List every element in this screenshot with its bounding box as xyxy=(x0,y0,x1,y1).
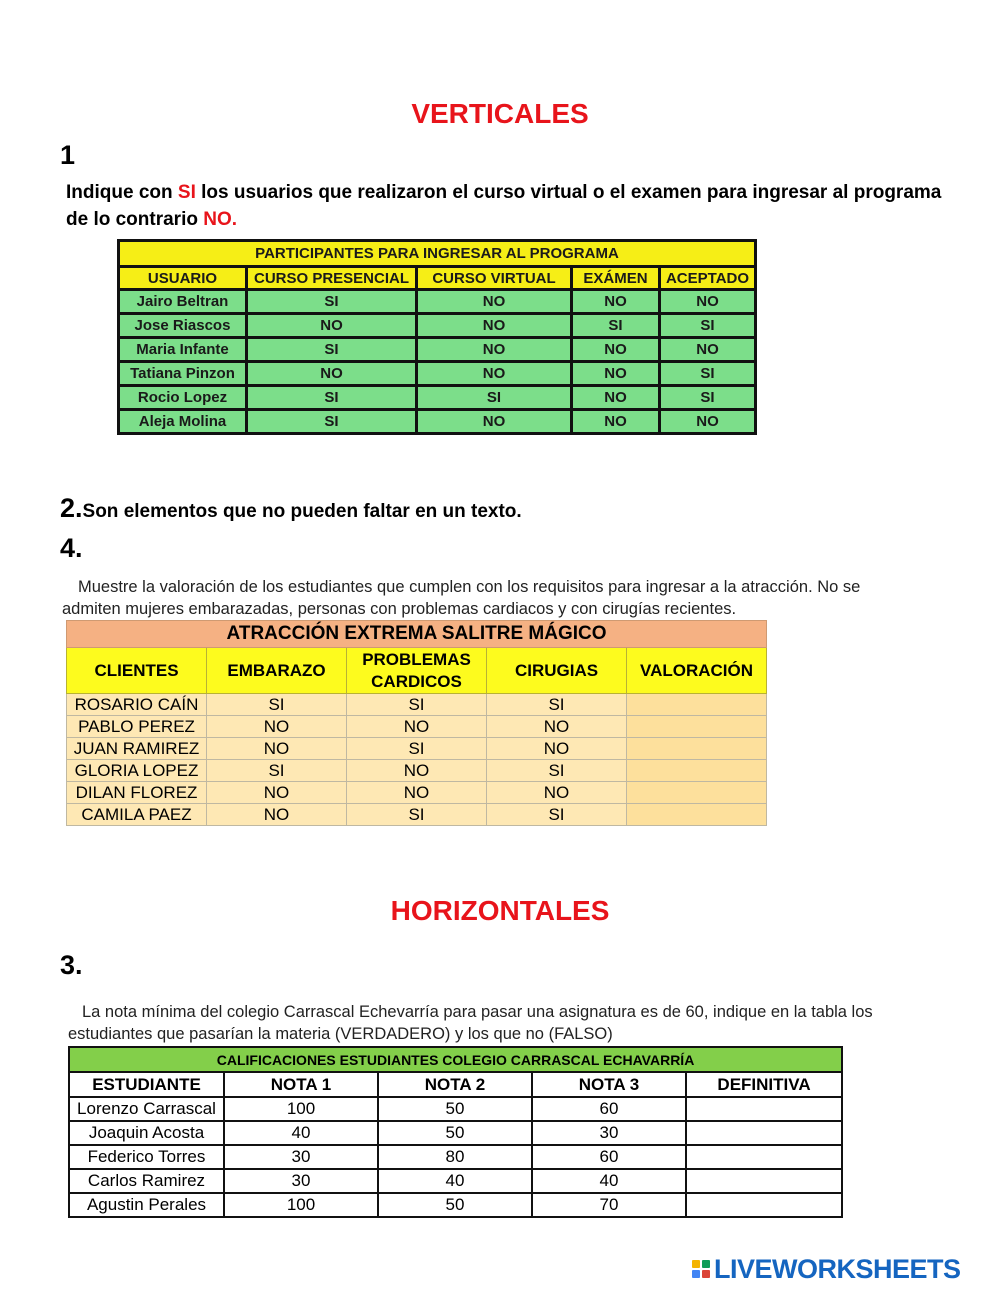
t1-answer-cell[interactable]: NO xyxy=(660,290,756,314)
logo-tile xyxy=(702,1260,710,1268)
t1-cell: SI xyxy=(417,386,572,410)
t2-cell: SI xyxy=(347,738,487,760)
t2-answer-cell[interactable] xyxy=(627,782,767,804)
t2-cell: NO xyxy=(487,716,627,738)
t2-header-cell: CIRUGIAS xyxy=(487,648,627,694)
t2-header-cell: CLIENTES xyxy=(67,648,207,694)
table-row xyxy=(67,782,767,804)
logo-tile xyxy=(692,1260,700,1268)
t1-cell: SI xyxy=(572,314,660,338)
t3-answer-cell[interactable] xyxy=(686,1145,842,1169)
t1-cell: Maria Infante xyxy=(119,338,247,362)
table-row xyxy=(119,410,756,434)
t2-cell: SI xyxy=(207,760,347,782)
t2-header-cell: EMBARAZO xyxy=(207,648,347,694)
t2-cell: SI xyxy=(487,804,627,826)
t1-cell: SI xyxy=(247,386,417,410)
t2-header-cell: VALORACIÓN xyxy=(627,648,767,694)
t3-cell: 50 xyxy=(378,1193,532,1217)
t2-cell: NO xyxy=(207,716,347,738)
t3-answer-cell[interactable] xyxy=(686,1097,842,1121)
q1-si-word: SI xyxy=(177,182,196,203)
t2-cell: PABLO PEREZ xyxy=(67,716,207,738)
t1-cell: NO xyxy=(572,362,660,386)
t1-header-cell: EXÁMEN xyxy=(572,267,660,290)
t3-cell: Lorenzo Carrascal xyxy=(69,1097,224,1121)
t2-cell: NO xyxy=(347,760,487,782)
t3-cell: 100 xyxy=(224,1193,378,1217)
t2-cell: NO xyxy=(207,738,347,760)
t3-cell: 80 xyxy=(378,1145,532,1169)
t1-cell: SI xyxy=(247,410,417,434)
t2-cell: SI xyxy=(487,760,627,782)
t2-cell: NO xyxy=(347,716,487,738)
grades-table xyxy=(68,1046,843,1218)
table-row xyxy=(119,362,756,386)
t3-cell: 70 xyxy=(532,1193,686,1217)
t2-cell: SI xyxy=(207,694,347,716)
t1-answer-cell[interactable]: SI xyxy=(660,386,756,410)
t2-cell: NO xyxy=(487,782,627,804)
t3-header-cell: DEFINITIVA xyxy=(686,1072,842,1097)
question-3-number: 3. xyxy=(60,950,83,980)
question-4-number: 4. xyxy=(60,533,83,563)
t1-cell: NO xyxy=(247,314,417,338)
t1-cell: NO xyxy=(572,338,660,362)
verticales-title: VERTICALES xyxy=(411,98,589,129)
t2-answer-cell[interactable] xyxy=(627,738,767,760)
t3-cell: 100 xyxy=(224,1097,378,1121)
table-row xyxy=(119,386,756,410)
question-3-text: La nota mínima del colegio Carrascal Echevarría para pasar una asignatura es de 60, indique en la tabla los estudiantes que pasarían la materia (VERDADERO) y los que no (FALSO) xyxy=(68,1003,873,1043)
t1-header-cell: USUARIO xyxy=(119,267,247,290)
logo-brand-text: LIVEWORKSHEETS xyxy=(714,1253,961,1284)
t2-cell: DILAN FLOREZ xyxy=(67,782,207,804)
question-2 xyxy=(60,493,522,525)
t2-cell: NO xyxy=(207,782,347,804)
t2-cell: NO xyxy=(487,738,627,760)
t3-cell: Carlos Ramirez xyxy=(69,1169,224,1193)
question-2-number: 2. xyxy=(60,493,83,523)
attraction-table xyxy=(66,620,767,826)
t2-cell: NO xyxy=(347,782,487,804)
table-row xyxy=(69,1145,842,1169)
t1-cell: NO xyxy=(247,362,417,386)
participants-table xyxy=(117,239,757,435)
t1-cell: NO xyxy=(572,290,660,314)
t2-cell: SI xyxy=(487,694,627,716)
liveworksheets-logo[interactable] xyxy=(692,1253,961,1285)
table-row xyxy=(119,290,756,314)
t1-cell: Jose Riascos xyxy=(119,314,247,338)
t3-cell: 30 xyxy=(224,1169,378,1193)
t1-cell: SI xyxy=(247,290,417,314)
t1-header-cell: CURSO VIRTUAL xyxy=(417,267,572,290)
t3-cell: 60 xyxy=(532,1097,686,1121)
logo-tiles-icon xyxy=(692,1260,710,1278)
table-row xyxy=(69,1121,842,1145)
q1-text-a: Indique con xyxy=(66,182,178,203)
t3-cell: 50 xyxy=(378,1121,532,1145)
t3-cell: Agustin Perales xyxy=(69,1193,224,1217)
q1-text-b: los usuarios que realizaron el curso virtual o el examen para ingresar al programa de lo contrario xyxy=(66,182,942,230)
table-row xyxy=(69,1193,842,1217)
question-1-text xyxy=(66,179,946,233)
t3-answer-cell[interactable] xyxy=(686,1169,842,1193)
grades-table-caption: CALIFICACIONES ESTUDIANTES COLEGIO CARRASCAL ECHAVARRÍA xyxy=(69,1047,842,1072)
t1-header-cell: CURSO PRESENCIAL xyxy=(247,267,417,290)
t1-cell: Aleja Molina xyxy=(119,410,247,434)
table-row xyxy=(67,716,767,738)
t3-header-cell: NOTA 1 xyxy=(224,1072,378,1097)
t2-cell: NO xyxy=(207,804,347,826)
horizontales-title: HORIZONTALES xyxy=(390,895,610,926)
question-1-number: 1 xyxy=(60,140,76,170)
t1-cell: NO xyxy=(417,410,572,434)
t3-cell: 30 xyxy=(532,1121,686,1145)
t3-cell: 40 xyxy=(224,1121,378,1145)
logo-tile xyxy=(692,1270,700,1278)
t1-answer-cell[interactable]: SI xyxy=(660,362,756,386)
t3-cell: Federico Torres xyxy=(69,1145,224,1169)
table-row xyxy=(119,338,756,362)
t3-answer-cell[interactable] xyxy=(686,1193,842,1217)
participants-table-caption: PARTICIPANTES PARA INGRESAR AL PROGRAMA xyxy=(119,241,756,267)
t3-cell: Joaquin Acosta xyxy=(69,1121,224,1145)
t1-cell: SI xyxy=(247,338,417,362)
t3-cell: 40 xyxy=(532,1169,686,1193)
t3-cell: 60 xyxy=(532,1145,686,1169)
question-2-text: Son elementos que no pueden faltar en un texto. xyxy=(82,501,522,522)
attraction-table-caption: ATRACCIÓN EXTREMA SALITRE MÁGICO xyxy=(67,621,767,648)
t2-cell: SI xyxy=(347,694,487,716)
t3-cell: 50 xyxy=(378,1097,532,1121)
t1-answer-cell[interactable]: SI xyxy=(660,314,756,338)
t1-cell: NO xyxy=(417,290,572,314)
t1-answer-cell[interactable]: NO xyxy=(660,338,756,362)
t2-cell: ROSARIO CAÍN xyxy=(67,694,207,716)
t3-cell: 40 xyxy=(378,1169,532,1193)
q1-no-word: NO. xyxy=(203,209,238,230)
t2-cell: JUAN RAMIREZ xyxy=(67,738,207,760)
t2-cell: SI xyxy=(347,804,487,826)
logo-tile xyxy=(702,1270,710,1278)
t1-cell: Tatiana Pinzon xyxy=(119,362,247,386)
table-row xyxy=(67,760,767,782)
t3-header-cell: NOTA 3 xyxy=(532,1072,686,1097)
t1-cell: NO xyxy=(572,410,660,434)
t1-cell: NO xyxy=(417,362,572,386)
table-row xyxy=(67,694,767,716)
t3-header-cell: NOTA 2 xyxy=(378,1072,532,1097)
t1-answer-cell[interactable]: NO xyxy=(660,410,756,434)
t2-cell: GLORIA LOPEZ xyxy=(67,760,207,782)
t1-cell: NO xyxy=(572,386,660,410)
question-4-text: Muestre la valoración de los estudiantes que cumplen con los requisitos para ingresar a la atracción. No se admiten mujeres embarazadas, personas con problemas cardiacos y con cirugías recientes. xyxy=(62,578,861,618)
t3-cell: 30 xyxy=(224,1145,378,1169)
table-row xyxy=(67,804,767,826)
t2-header-cell: PROBLEMAS CARDICOS xyxy=(347,648,487,694)
table-row xyxy=(67,738,767,760)
table-row xyxy=(119,314,756,338)
t2-cell: CAMILA PAEZ xyxy=(67,804,207,826)
t3-header-cell: ESTUDIANTE xyxy=(69,1072,224,1097)
t2-answer-cell[interactable] xyxy=(627,694,767,716)
t1-cell: Jairo Beltran xyxy=(119,290,247,314)
table-row xyxy=(69,1097,842,1121)
t1-cell: NO xyxy=(417,314,572,338)
t2-answer-cell[interactable] xyxy=(627,760,767,782)
t2-answer-cell[interactable] xyxy=(627,716,767,738)
table-row xyxy=(69,1169,842,1193)
t1-header-cell: ACEPTADO xyxy=(660,267,756,290)
t1-cell: NO xyxy=(417,338,572,362)
t3-answer-cell[interactable] xyxy=(686,1121,842,1145)
t2-answer-cell[interactable] xyxy=(627,804,767,826)
t1-cell: Rocio Lopez xyxy=(119,386,247,410)
